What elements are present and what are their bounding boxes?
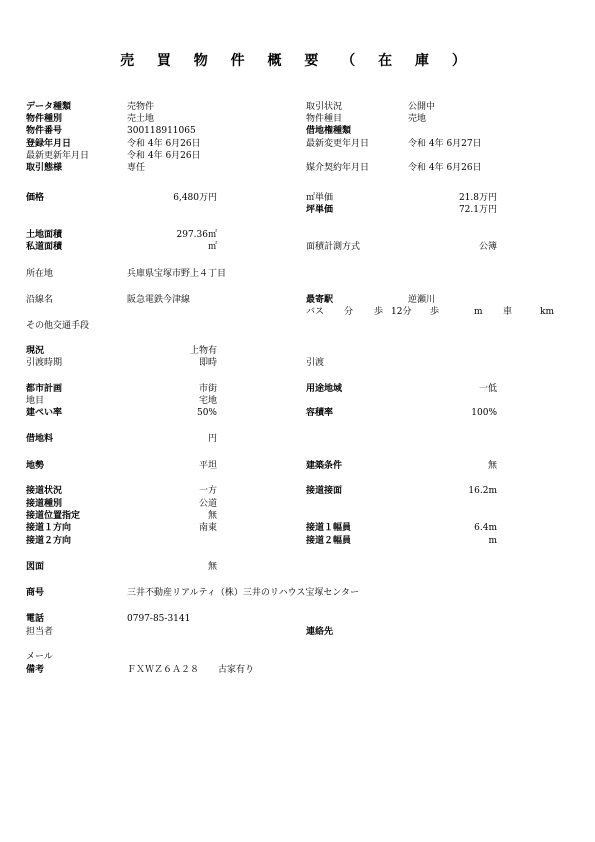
city-planning-value: 市街 <box>198 384 217 394</box>
email-label: メール <box>26 652 53 662</box>
zoning-label: 用途地域 <box>306 384 343 394</box>
floor-plan-label: 図面 <box>26 562 45 572</box>
land-lease-fee-label: 借地料 <box>26 434 54 444</box>
handover-label: 引渡 <box>306 358 325 368</box>
remarks-label: 備考 <box>26 665 45 675</box>
property-category-label: 物件種目 <box>306 114 343 124</box>
private-road-area-label: 私道面積 <box>26 242 63 252</box>
road2-width-value: m <box>488 536 497 546</box>
walk-distance-unit: m <box>474 307 483 317</box>
nearest-station-value: 逆瀬川 <box>408 295 436 305</box>
data-type-label: データ種類 <box>26 102 72 112</box>
transaction-status-label: 取引状況 <box>306 102 343 112</box>
walk-distance-label: 歩 <box>430 307 440 317</box>
floor-area-ratio-label: 容積率 <box>306 408 334 418</box>
latest-change-date-label: 最新変更年月日 <box>306 139 370 149</box>
building-coverage-label: 建ぺい率 <box>26 408 63 418</box>
floor-plan-value: 無 <box>207 562 217 572</box>
property-type-label: 物件種別 <box>26 114 63 124</box>
remarks-text: 古家有り <box>218 665 255 675</box>
land-area-value: 297.36㎡ <box>176 230 217 240</box>
registration-date-label: 登録年月日 <box>26 139 72 149</box>
building-condition-value: 無 <box>487 461 497 471</box>
company-name-label: 商号 <box>26 588 45 598</box>
railway-line-value: 阪急電鉄今津線 <box>127 295 191 305</box>
contact-info-label: 連絡先 <box>306 627 334 637</box>
property-number-label: 物件番号 <box>26 126 63 136</box>
property-type-value: 売土地 <box>127 114 155 124</box>
leasehold-type-label: 借地権種類 <box>306 126 352 136</box>
handover-timing-value: 即時 <box>198 358 217 368</box>
area-measurement-method-label: 面積計測方式 <box>306 242 361 252</box>
area-measurement-method-value: 公簿 <box>478 242 497 252</box>
building-condition-label: 建築条件 <box>306 461 343 471</box>
phone-label: 電話 <box>26 614 45 624</box>
transaction-status-value: 公開中 <box>408 102 436 112</box>
tsubo-unit-price-value: 72.1万円 <box>458 205 497 215</box>
road1-direction-label: 接道１方向 <box>26 523 72 533</box>
road-frontage-value: 16.2m <box>468 486 497 496</box>
road-type-value: 公道 <box>198 499 217 509</box>
car-distance-unit: km <box>540 307 554 317</box>
current-status-label: 現況 <box>26 346 45 356</box>
bus-label: バス <box>306 307 325 317</box>
land-category-value: 宅地 <box>198 396 217 406</box>
floor-area-ratio-value: 100% <box>471 408 497 418</box>
sqm-unit-price-value: 21.8万円 <box>458 193 497 203</box>
data-type-value: 売物件 <box>127 102 155 112</box>
address-label: 所在地 <box>26 269 54 279</box>
road1-direction-value: 南東 <box>198 523 217 533</box>
railway-line-label: 沿線名 <box>26 295 54 305</box>
road-type-label: 接道種別 <box>26 499 63 509</box>
walk-label: 歩 <box>374 307 384 317</box>
road-position-designation-label: 接道位置指定 <box>26 511 81 521</box>
page-title: 売 買 物 件 概 要 （ 在 庫 ） <box>120 53 475 69</box>
road2-direction-label: 接道２方向 <box>26 536 72 546</box>
company-name-value: 三井不動産リアルティ（株）三井のリハウス宝塚センター <box>127 588 360 598</box>
walk-minutes-value: 12分 <box>391 307 412 317</box>
terrain-value: 平坦 <box>198 461 217 471</box>
terrain-label: 地勢 <box>26 461 45 471</box>
remarks-code: ＦＸＷＺ６Ａ２８ <box>127 665 200 675</box>
address-value: 兵庫県宝塚市野上４丁目 <box>127 269 227 279</box>
phone-value: 0797-85-3141 <box>127 614 191 624</box>
road-access-value: 一方 <box>198 486 217 496</box>
city-planning-label: 都市計画 <box>26 384 63 394</box>
road1-width-value: 6.4m <box>474 523 497 533</box>
transaction-mode-label: 取引態様 <box>26 163 63 173</box>
bus-minutes-unit: 分 <box>344 307 354 317</box>
road-frontage-label: 接道接面 <box>306 486 343 496</box>
private-road-area-value: ㎡ <box>207 242 217 252</box>
road2-width-label: 接道２幅員 <box>306 536 352 546</box>
road-position-designation-value: 無 <box>207 511 217 521</box>
property-number-value: 300118911065 <box>127 126 196 136</box>
zoning-value: 一低 <box>478 384 497 394</box>
nearest-station-label: 最寄駅 <box>306 295 334 305</box>
price-value: 6,480万円 <box>173 193 217 203</box>
current-status-value: 上物有 <box>189 346 217 356</box>
property-category-value: 売地 <box>408 114 427 124</box>
sqm-unit-price-label: ㎡単価 <box>306 193 334 203</box>
tsubo-unit-price-label: 坪単価 <box>306 205 334 215</box>
building-coverage-value: 50% <box>196 408 217 418</box>
latest-update-date-value: 令和 4年 6月26日 <box>127 151 201 161</box>
other-transport-label: その他交通手段 <box>26 321 90 331</box>
price-label: 価格 <box>26 193 45 203</box>
brokerage-contract-date-label: 媒介契約年月日 <box>306 163 370 173</box>
registration-date-value: 令和 4年 6月26日 <box>127 139 201 149</box>
car-label: 車 <box>503 307 513 317</box>
brokerage-contract-date-value: 令和 4年 6月26日 <box>408 163 482 173</box>
land-area-label: 土地面積 <box>26 230 63 240</box>
road1-width-label: 接道１幅員 <box>306 523 352 533</box>
land-category-label: 地目 <box>26 396 45 406</box>
land-lease-fee-value: 円 <box>207 434 217 444</box>
road-access-label: 接道状況 <box>26 486 63 496</box>
person-in-charge-label: 担当者 <box>26 627 54 637</box>
handover-timing-label: 引渡時期 <box>26 358 63 368</box>
transaction-mode-value: 専任 <box>127 163 146 173</box>
latest-change-date-value: 令和 4年 6月27日 <box>408 139 482 149</box>
latest-update-date-label: 最新更新年月日 <box>26 151 90 161</box>
